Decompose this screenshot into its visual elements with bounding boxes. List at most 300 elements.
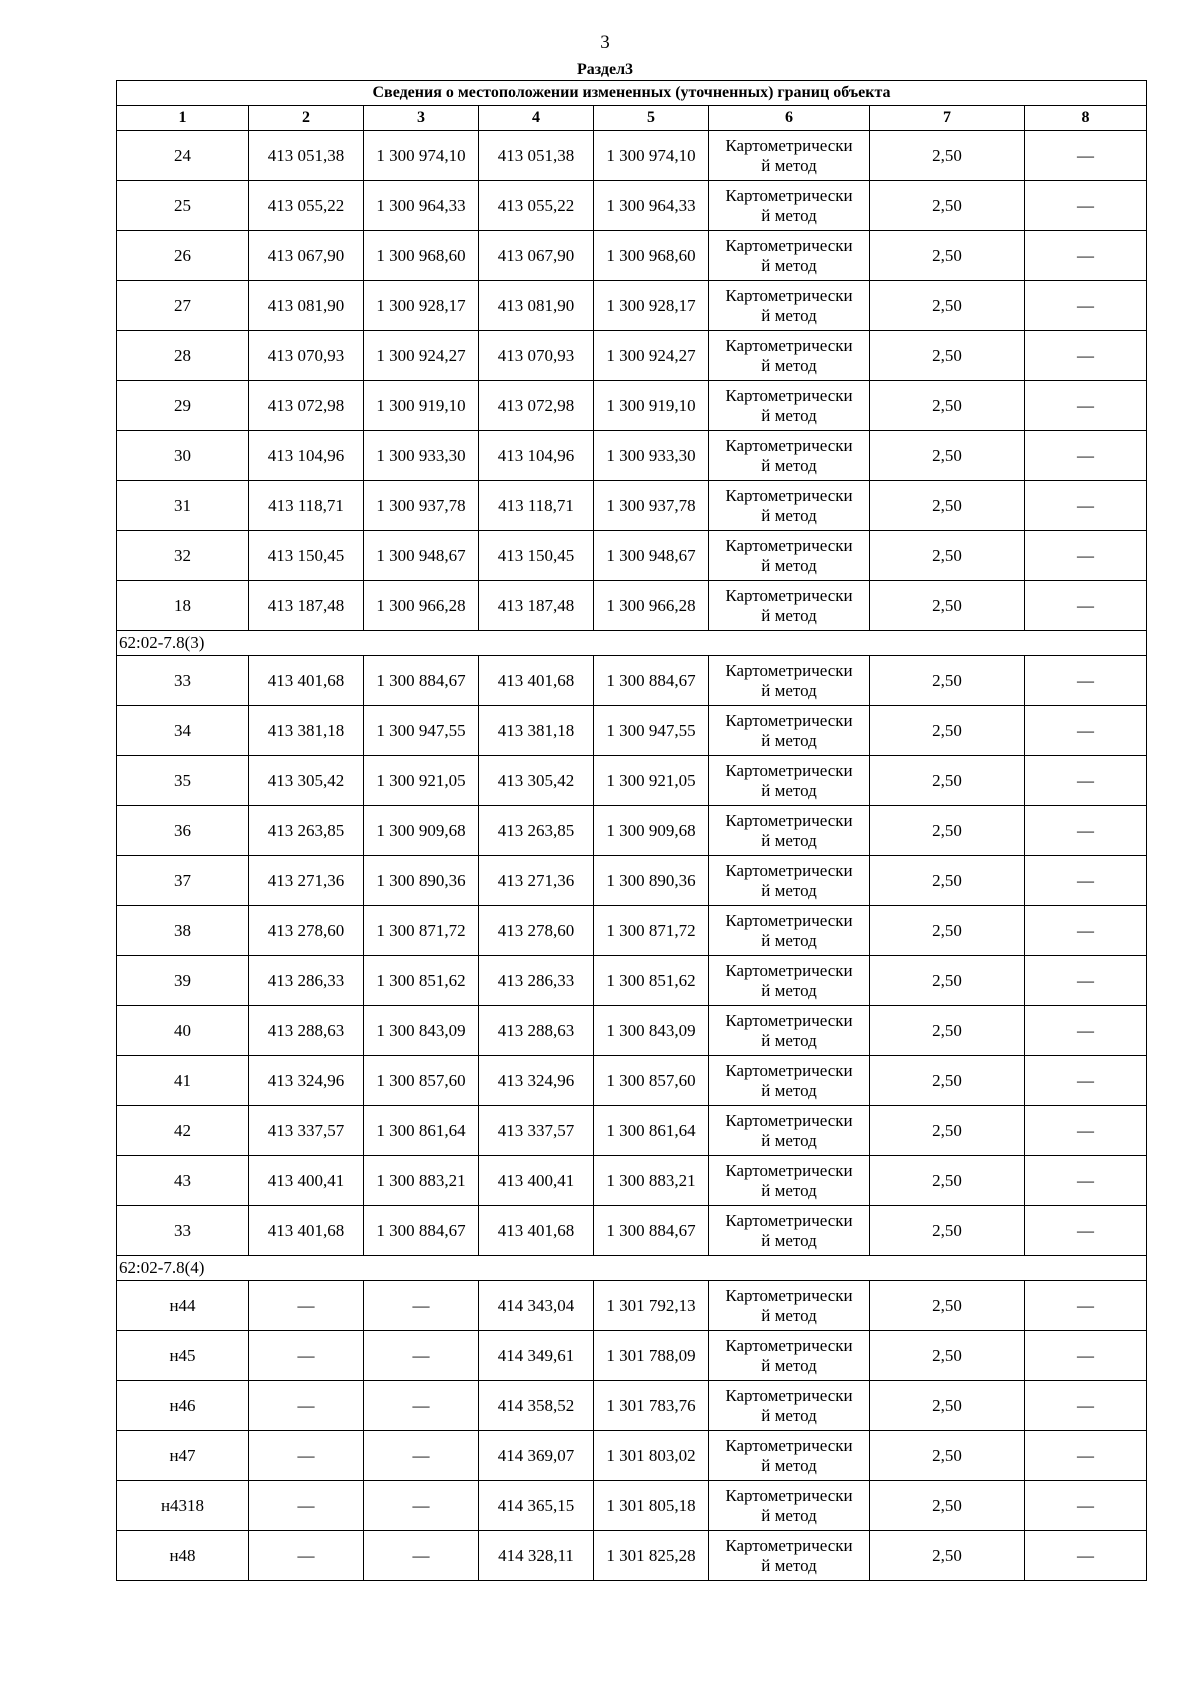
table-row bbox=[117, 481, 1147, 531]
method-cell bbox=[709, 956, 870, 1006]
existing-x-cell: — bbox=[249, 1531, 364, 1581]
point-number-cell: 35 bbox=[117, 756, 249, 806]
point-number-cell: 25 bbox=[117, 181, 249, 231]
method-cell bbox=[709, 806, 870, 856]
table-row bbox=[117, 231, 1147, 281]
description-cell: — bbox=[1025, 706, 1147, 756]
table-row bbox=[117, 331, 1147, 381]
refined-y-cell: 1 301 792,13 bbox=[594, 1281, 709, 1331]
description-cell: — bbox=[1025, 131, 1147, 181]
point-number-cell: 42 bbox=[117, 1106, 249, 1156]
method-line-2: й метод bbox=[761, 205, 817, 225]
method-line-2: й метод bbox=[761, 1080, 817, 1100]
method-line-2: й метод bbox=[761, 1130, 817, 1150]
method-line-2: й метод bbox=[761, 1555, 817, 1575]
description-cell: — bbox=[1025, 331, 1147, 381]
refined-x-cell: 414 358,52 bbox=[479, 1381, 594, 1431]
method-cell bbox=[709, 1331, 870, 1381]
method-line-1: Картометрически bbox=[725, 435, 853, 455]
method-line-2: й метод bbox=[761, 1180, 817, 1200]
method-line-2: й метод bbox=[761, 880, 817, 900]
method-cell bbox=[709, 706, 870, 756]
table-row bbox=[117, 706, 1147, 756]
point-number-cell: н47 bbox=[117, 1431, 249, 1481]
table-row bbox=[117, 1206, 1147, 1256]
method-line-2: й метод bbox=[761, 1230, 817, 1250]
method-line-2: й метод bbox=[761, 980, 817, 1000]
point-number-cell: 30 bbox=[117, 431, 249, 481]
refined-y-cell: 1 300 843,09 bbox=[594, 1006, 709, 1056]
existing-y-cell: 1 300 924,27 bbox=[364, 331, 479, 381]
description-cell: — bbox=[1025, 856, 1147, 906]
column-header: 4 bbox=[479, 106, 594, 131]
description-cell: — bbox=[1025, 281, 1147, 331]
existing-x-cell: 413 081,90 bbox=[249, 281, 364, 331]
description-cell: — bbox=[1025, 1281, 1147, 1331]
table-row bbox=[117, 656, 1147, 706]
refined-y-cell: 1 300 861,64 bbox=[594, 1106, 709, 1156]
point-number-cell: н45 bbox=[117, 1331, 249, 1381]
accuracy-cell: 2,50 bbox=[870, 1381, 1025, 1431]
refined-x-cell: 413 401,68 bbox=[479, 1206, 594, 1256]
existing-x-cell: 413 067,90 bbox=[249, 231, 364, 281]
existing-x-cell: 413 055,22 bbox=[249, 181, 364, 231]
refined-y-cell: 1 300 933,30 bbox=[594, 431, 709, 481]
existing-x-cell: 413 401,68 bbox=[249, 1206, 364, 1256]
table-row bbox=[117, 1006, 1147, 1056]
existing-y-cell: 1 300 857,60 bbox=[364, 1056, 479, 1106]
refined-x-cell: 413 055,22 bbox=[479, 181, 594, 231]
description-cell: — bbox=[1025, 1431, 1147, 1481]
method-line-1: Картометрически bbox=[725, 285, 853, 305]
existing-x-cell: 413 337,57 bbox=[249, 1106, 364, 1156]
method-line-1: Картометрически bbox=[725, 960, 853, 980]
description-cell: — bbox=[1025, 381, 1147, 431]
point-number-cell: 24 bbox=[117, 131, 249, 181]
table-row bbox=[117, 131, 1147, 181]
table-row bbox=[117, 956, 1147, 1006]
method-line-2: й метод bbox=[761, 605, 817, 625]
description-cell: — bbox=[1025, 1331, 1147, 1381]
description-cell: — bbox=[1025, 231, 1147, 281]
method-line-1: Картометрически bbox=[725, 185, 853, 205]
existing-x-cell: 413 401,68 bbox=[249, 656, 364, 706]
refined-x-cell: 413 278,60 bbox=[479, 906, 594, 956]
contour-label: 62:02-7.8(4) bbox=[117, 1256, 1147, 1281]
point-number-cell: 32 bbox=[117, 531, 249, 581]
point-number-cell: 33 bbox=[117, 1206, 249, 1256]
table-row bbox=[117, 581, 1147, 631]
description-cell: — bbox=[1025, 1206, 1147, 1256]
method-cell bbox=[709, 581, 870, 631]
refined-x-cell: 414 328,11 bbox=[479, 1531, 594, 1581]
method-line-1: Картометрически bbox=[725, 1485, 853, 1505]
existing-x-cell: 413 271,36 bbox=[249, 856, 364, 906]
table-row bbox=[117, 181, 1147, 231]
refined-x-cell: 413 150,45 bbox=[479, 531, 594, 581]
existing-y-cell: 1 300 843,09 bbox=[364, 1006, 479, 1056]
refined-x-cell: 413 381,18 bbox=[479, 706, 594, 756]
method-cell bbox=[709, 1431, 870, 1481]
refined-x-cell: 413 187,48 bbox=[479, 581, 594, 631]
page-number: 3 bbox=[600, 32, 610, 53]
table-caption: Сведения о местоположении измененных (уточненных) границ объекта bbox=[117, 81, 1147, 106]
table-row bbox=[117, 1056, 1147, 1106]
method-cell bbox=[709, 1381, 870, 1431]
refined-y-cell: 1 300 948,67 bbox=[594, 531, 709, 581]
accuracy-cell: 2,50 bbox=[870, 656, 1025, 706]
method-line-1: Картометрически bbox=[725, 535, 853, 555]
refined-x-cell: 413 118,71 bbox=[479, 481, 594, 531]
method-cell bbox=[709, 856, 870, 906]
existing-y-cell: 1 300 928,17 bbox=[364, 281, 479, 331]
method-line-2: й метод bbox=[761, 1355, 817, 1375]
existing-y-cell: — bbox=[364, 1431, 479, 1481]
existing-x-cell: 413 263,85 bbox=[249, 806, 364, 856]
refined-y-cell: 1 300 871,72 bbox=[594, 906, 709, 956]
point-number-cell: 29 bbox=[117, 381, 249, 431]
refined-y-cell: 1 300 857,60 bbox=[594, 1056, 709, 1106]
method-cell bbox=[709, 531, 870, 581]
description-cell: — bbox=[1025, 481, 1147, 531]
column-header: 2 bbox=[249, 106, 364, 131]
existing-y-cell: 1 300 933,30 bbox=[364, 431, 479, 481]
existing-y-cell: — bbox=[364, 1331, 479, 1381]
refined-y-cell: 1 300 909,68 bbox=[594, 806, 709, 856]
accuracy-cell: 2,50 bbox=[870, 1481, 1025, 1531]
column-header: 1 bbox=[117, 106, 249, 131]
description-cell: — bbox=[1025, 581, 1147, 631]
description-cell: — bbox=[1025, 656, 1147, 706]
method-cell bbox=[709, 1156, 870, 1206]
refined-x-cell: 414 343,04 bbox=[479, 1281, 594, 1331]
refined-y-cell: 1 301 783,76 bbox=[594, 1381, 709, 1431]
column-header: 8 bbox=[1025, 106, 1147, 131]
column-header: 3 bbox=[364, 106, 479, 131]
refined-x-cell: 413 070,93 bbox=[479, 331, 594, 381]
existing-x-cell: — bbox=[249, 1431, 364, 1481]
method-line-2: й метод bbox=[761, 455, 817, 475]
method-line-1: Картометрически bbox=[725, 1110, 853, 1130]
refined-x-cell: 413 081,90 bbox=[479, 281, 594, 331]
method-line-2: й метод bbox=[761, 505, 817, 525]
contour-label: 62:02-7.8(3) bbox=[117, 631, 1147, 656]
point-number-cell: 38 bbox=[117, 906, 249, 956]
accuracy-cell: 2,50 bbox=[870, 956, 1025, 1006]
refined-y-cell: 1 300 974,10 bbox=[594, 131, 709, 181]
method-line-1: Картометрически bbox=[725, 1385, 853, 1405]
existing-y-cell: 1 300 871,72 bbox=[364, 906, 479, 956]
point-number-cell: 31 bbox=[117, 481, 249, 531]
existing-y-cell: 1 300 947,55 bbox=[364, 706, 479, 756]
point-number-cell: 34 bbox=[117, 706, 249, 756]
description-cell: — bbox=[1025, 1106, 1147, 1156]
existing-x-cell: 413 072,98 bbox=[249, 381, 364, 431]
method-cell bbox=[709, 431, 870, 481]
description-cell: — bbox=[1025, 531, 1147, 581]
method-line-1: Картометрически bbox=[725, 135, 853, 155]
refined-y-cell: 1 300 919,10 bbox=[594, 381, 709, 431]
refined-y-cell: 1 300 883,21 bbox=[594, 1156, 709, 1206]
description-cell: — bbox=[1025, 1056, 1147, 1106]
point-number-cell: 40 bbox=[117, 1006, 249, 1056]
table-row bbox=[117, 1381, 1147, 1431]
table-row bbox=[117, 1431, 1147, 1481]
method-cell bbox=[709, 181, 870, 231]
description-cell: — bbox=[1025, 956, 1147, 1006]
accuracy-cell: 2,50 bbox=[870, 481, 1025, 531]
table-row bbox=[117, 1331, 1147, 1381]
accuracy-cell: 2,50 bbox=[870, 806, 1025, 856]
section-title: Раздел3 bbox=[576, 61, 634, 78]
point-number-cell: н48 bbox=[117, 1531, 249, 1581]
method-line-2: й метод bbox=[761, 680, 817, 700]
refined-x-cell: 413 072,98 bbox=[479, 381, 594, 431]
table-row bbox=[117, 906, 1147, 956]
refined-x-cell: 413 400,41 bbox=[479, 1156, 594, 1206]
refined-y-cell: 1 300 890,36 bbox=[594, 856, 709, 906]
accuracy-cell: 2,50 bbox=[870, 531, 1025, 581]
accuracy-cell: 2,50 bbox=[870, 1531, 1025, 1581]
existing-y-cell: — bbox=[364, 1531, 479, 1581]
table-row bbox=[117, 1281, 1147, 1331]
accuracy-cell: 2,50 bbox=[870, 1206, 1025, 1256]
accuracy-cell: 2,50 bbox=[870, 1281, 1025, 1331]
point-number-cell: 39 bbox=[117, 956, 249, 1006]
existing-y-cell: 1 300 909,68 bbox=[364, 806, 479, 856]
refined-x-cell: 414 365,15 bbox=[479, 1481, 594, 1531]
accuracy-cell: 2,50 bbox=[870, 431, 1025, 481]
description-cell: — bbox=[1025, 906, 1147, 956]
table-row bbox=[117, 856, 1147, 906]
method-line-1: Картометрически bbox=[725, 1160, 853, 1180]
method-line-1: Картометрически bbox=[725, 485, 853, 505]
method-line-1: Картометрически bbox=[725, 1335, 853, 1355]
description-cell: — bbox=[1025, 1481, 1147, 1531]
coordinates-table bbox=[116, 80, 1147, 1581]
refined-y-cell: 1 300 924,27 bbox=[594, 331, 709, 381]
existing-y-cell: 1 300 974,10 bbox=[364, 131, 479, 181]
method-line-1: Картометрически bbox=[725, 585, 853, 605]
column-header: 5 bbox=[594, 106, 709, 131]
point-number-cell: н46 bbox=[117, 1381, 249, 1431]
method-line-2: й метод bbox=[761, 555, 817, 575]
existing-x-cell: 413 400,41 bbox=[249, 1156, 364, 1206]
method-cell bbox=[709, 1481, 870, 1531]
existing-x-cell: 413 070,93 bbox=[249, 331, 364, 381]
existing-y-cell: 1 300 966,28 bbox=[364, 581, 479, 631]
existing-y-cell: 1 300 921,05 bbox=[364, 756, 479, 806]
existing-y-cell: 1 300 890,36 bbox=[364, 856, 479, 906]
method-line-1: Картометрически bbox=[725, 660, 853, 680]
table-row bbox=[117, 1531, 1147, 1581]
accuracy-cell: 2,50 bbox=[870, 381, 1025, 431]
method-cell bbox=[709, 906, 870, 956]
method-cell bbox=[709, 1531, 870, 1581]
refined-y-cell: 1 301 805,18 bbox=[594, 1481, 709, 1531]
method-line-2: й метод bbox=[761, 1405, 817, 1425]
accuracy-cell: 2,50 bbox=[870, 281, 1025, 331]
refined-y-cell: 1 301 825,28 bbox=[594, 1531, 709, 1581]
method-line-2: й метод bbox=[761, 930, 817, 950]
method-line-1: Картометрически bbox=[725, 860, 853, 880]
point-number-cell: н4318 bbox=[117, 1481, 249, 1531]
table-caption-row bbox=[117, 81, 1147, 106]
method-line-1: Картометрически bbox=[725, 1210, 853, 1230]
point-number-cell: 27 bbox=[117, 281, 249, 331]
method-cell bbox=[709, 1281, 870, 1331]
refined-x-cell: 413 067,90 bbox=[479, 231, 594, 281]
contour-group-row bbox=[117, 1256, 1147, 1281]
refined-y-cell: 1 300 937,78 bbox=[594, 481, 709, 531]
method-line-2: й метод bbox=[761, 1030, 817, 1050]
method-line-2: й метод bbox=[761, 1505, 817, 1525]
existing-x-cell: — bbox=[249, 1281, 364, 1331]
table-row bbox=[117, 1156, 1147, 1206]
accuracy-cell: 2,50 bbox=[870, 231, 1025, 281]
refined-y-cell: 1 300 921,05 bbox=[594, 756, 709, 806]
method-line-2: й метод bbox=[761, 405, 817, 425]
accuracy-cell: 2,50 bbox=[870, 1056, 1025, 1106]
existing-y-cell: 1 300 937,78 bbox=[364, 481, 479, 531]
existing-y-cell: — bbox=[364, 1481, 479, 1531]
refined-x-cell: 414 349,61 bbox=[479, 1331, 594, 1381]
refined-x-cell: 413 288,63 bbox=[479, 1006, 594, 1056]
existing-x-cell: 413 104,96 bbox=[249, 431, 364, 481]
table-row bbox=[117, 531, 1147, 581]
refined-y-cell: 1 300 964,33 bbox=[594, 181, 709, 231]
method-line-1: Картометрически bbox=[725, 385, 853, 405]
existing-x-cell: 413 288,63 bbox=[249, 1006, 364, 1056]
column-header: 7 bbox=[870, 106, 1025, 131]
method-cell bbox=[709, 1106, 870, 1156]
point-number-cell: 26 bbox=[117, 231, 249, 281]
accuracy-cell: 2,50 bbox=[870, 706, 1025, 756]
accuracy-cell: 2,50 bbox=[870, 1156, 1025, 1206]
method-line-1: Картометрически bbox=[725, 710, 853, 730]
method-line-2: й метод bbox=[761, 830, 817, 850]
accuracy-cell: 2,50 bbox=[870, 1331, 1025, 1381]
method-cell bbox=[709, 281, 870, 331]
point-number-cell: 37 bbox=[117, 856, 249, 906]
method-line-1: Картометрически bbox=[725, 1535, 853, 1555]
method-cell bbox=[709, 1206, 870, 1256]
existing-x-cell: 413 286,33 bbox=[249, 956, 364, 1006]
method-line-2: й метод bbox=[761, 155, 817, 175]
accuracy-cell: 2,50 bbox=[870, 906, 1025, 956]
refined-y-cell: 1 300 851,62 bbox=[594, 956, 709, 1006]
refined-x-cell: 413 286,33 bbox=[479, 956, 594, 1006]
table-row bbox=[117, 806, 1147, 856]
method-line-1: Картометрически bbox=[725, 1060, 853, 1080]
table-header-row bbox=[117, 106, 1147, 131]
description-cell: — bbox=[1025, 431, 1147, 481]
accuracy-cell: 2,50 bbox=[870, 581, 1025, 631]
point-number-cell: 28 bbox=[117, 331, 249, 381]
accuracy-cell: 2,50 bbox=[870, 856, 1025, 906]
table-row bbox=[117, 1481, 1147, 1531]
accuracy-cell: 2,50 bbox=[870, 1006, 1025, 1056]
method-cell bbox=[709, 1056, 870, 1106]
refined-y-cell: 1 300 884,67 bbox=[594, 656, 709, 706]
method-line-2: й метод bbox=[761, 355, 817, 375]
existing-y-cell: — bbox=[364, 1381, 479, 1431]
method-line-2: й метод bbox=[761, 730, 817, 750]
point-number-cell: 18 bbox=[117, 581, 249, 631]
refined-y-cell: 1 300 968,60 bbox=[594, 231, 709, 281]
point-number-cell: 43 bbox=[117, 1156, 249, 1206]
refined-y-cell: 1 301 788,09 bbox=[594, 1331, 709, 1381]
table-row bbox=[117, 756, 1147, 806]
accuracy-cell: 2,50 bbox=[870, 131, 1025, 181]
method-line-1: Картометрически bbox=[725, 760, 853, 780]
refined-x-cell: 413 051,38 bbox=[479, 131, 594, 181]
point-number-cell: 33 bbox=[117, 656, 249, 706]
method-line-1: Картометрически bbox=[725, 235, 853, 255]
refined-y-cell: 1 300 947,55 bbox=[594, 706, 709, 756]
method-line-1: Картометрически bbox=[725, 335, 853, 355]
method-cell bbox=[709, 1006, 870, 1056]
method-cell bbox=[709, 756, 870, 806]
method-line-1: Картометрически bbox=[725, 1435, 853, 1455]
existing-y-cell: 1 300 964,33 bbox=[364, 181, 479, 231]
accuracy-cell: 2,50 bbox=[870, 1106, 1025, 1156]
column-header: 6 bbox=[709, 106, 870, 131]
description-cell: — bbox=[1025, 1156, 1147, 1206]
accuracy-cell: 2,50 bbox=[870, 756, 1025, 806]
refined-x-cell: 413 305,42 bbox=[479, 756, 594, 806]
point-number-cell: н44 bbox=[117, 1281, 249, 1331]
table-row bbox=[117, 1106, 1147, 1156]
refined-x-cell: 413 337,57 bbox=[479, 1106, 594, 1156]
method-line-1: Картометрически bbox=[725, 1285, 853, 1305]
existing-x-cell: 413 305,42 bbox=[249, 756, 364, 806]
existing-y-cell: 1 300 883,21 bbox=[364, 1156, 479, 1206]
existing-x-cell: 413 118,71 bbox=[249, 481, 364, 531]
refined-y-cell: 1 300 884,67 bbox=[594, 1206, 709, 1256]
point-number-cell: 41 bbox=[117, 1056, 249, 1106]
method-line-2: й метод bbox=[761, 305, 817, 325]
method-cell bbox=[709, 231, 870, 281]
existing-x-cell: 413 051,38 bbox=[249, 131, 364, 181]
method-cell bbox=[709, 381, 870, 431]
existing-x-cell: 413 278,60 bbox=[249, 906, 364, 956]
existing-x-cell: — bbox=[249, 1381, 364, 1431]
accuracy-cell: 2,50 bbox=[870, 331, 1025, 381]
method-cell bbox=[709, 656, 870, 706]
description-cell: — bbox=[1025, 756, 1147, 806]
accuracy-cell: 2,50 bbox=[870, 1431, 1025, 1481]
accuracy-cell: 2,50 bbox=[870, 181, 1025, 231]
refined-x-cell: 414 369,07 bbox=[479, 1431, 594, 1481]
method-line-2: й метод bbox=[761, 1305, 817, 1325]
method-line-2: й метод bbox=[761, 1455, 817, 1475]
method-line-1: Картометрически bbox=[725, 810, 853, 830]
refined-y-cell: 1 300 928,17 bbox=[594, 281, 709, 331]
existing-x-cell: 413 150,45 bbox=[249, 531, 364, 581]
existing-y-cell: 1 300 948,67 bbox=[364, 531, 479, 581]
method-line-2: й метод bbox=[761, 780, 817, 800]
description-cell: — bbox=[1025, 181, 1147, 231]
refined-x-cell: 413 104,96 bbox=[479, 431, 594, 481]
refined-x-cell: 413 324,96 bbox=[479, 1056, 594, 1106]
existing-x-cell: 413 381,18 bbox=[249, 706, 364, 756]
method-cell bbox=[709, 131, 870, 181]
refined-x-cell: 413 263,85 bbox=[479, 806, 594, 856]
contour-group-row bbox=[117, 631, 1147, 656]
existing-x-cell: 413 324,96 bbox=[249, 1056, 364, 1106]
description-cell: — bbox=[1025, 1531, 1147, 1581]
